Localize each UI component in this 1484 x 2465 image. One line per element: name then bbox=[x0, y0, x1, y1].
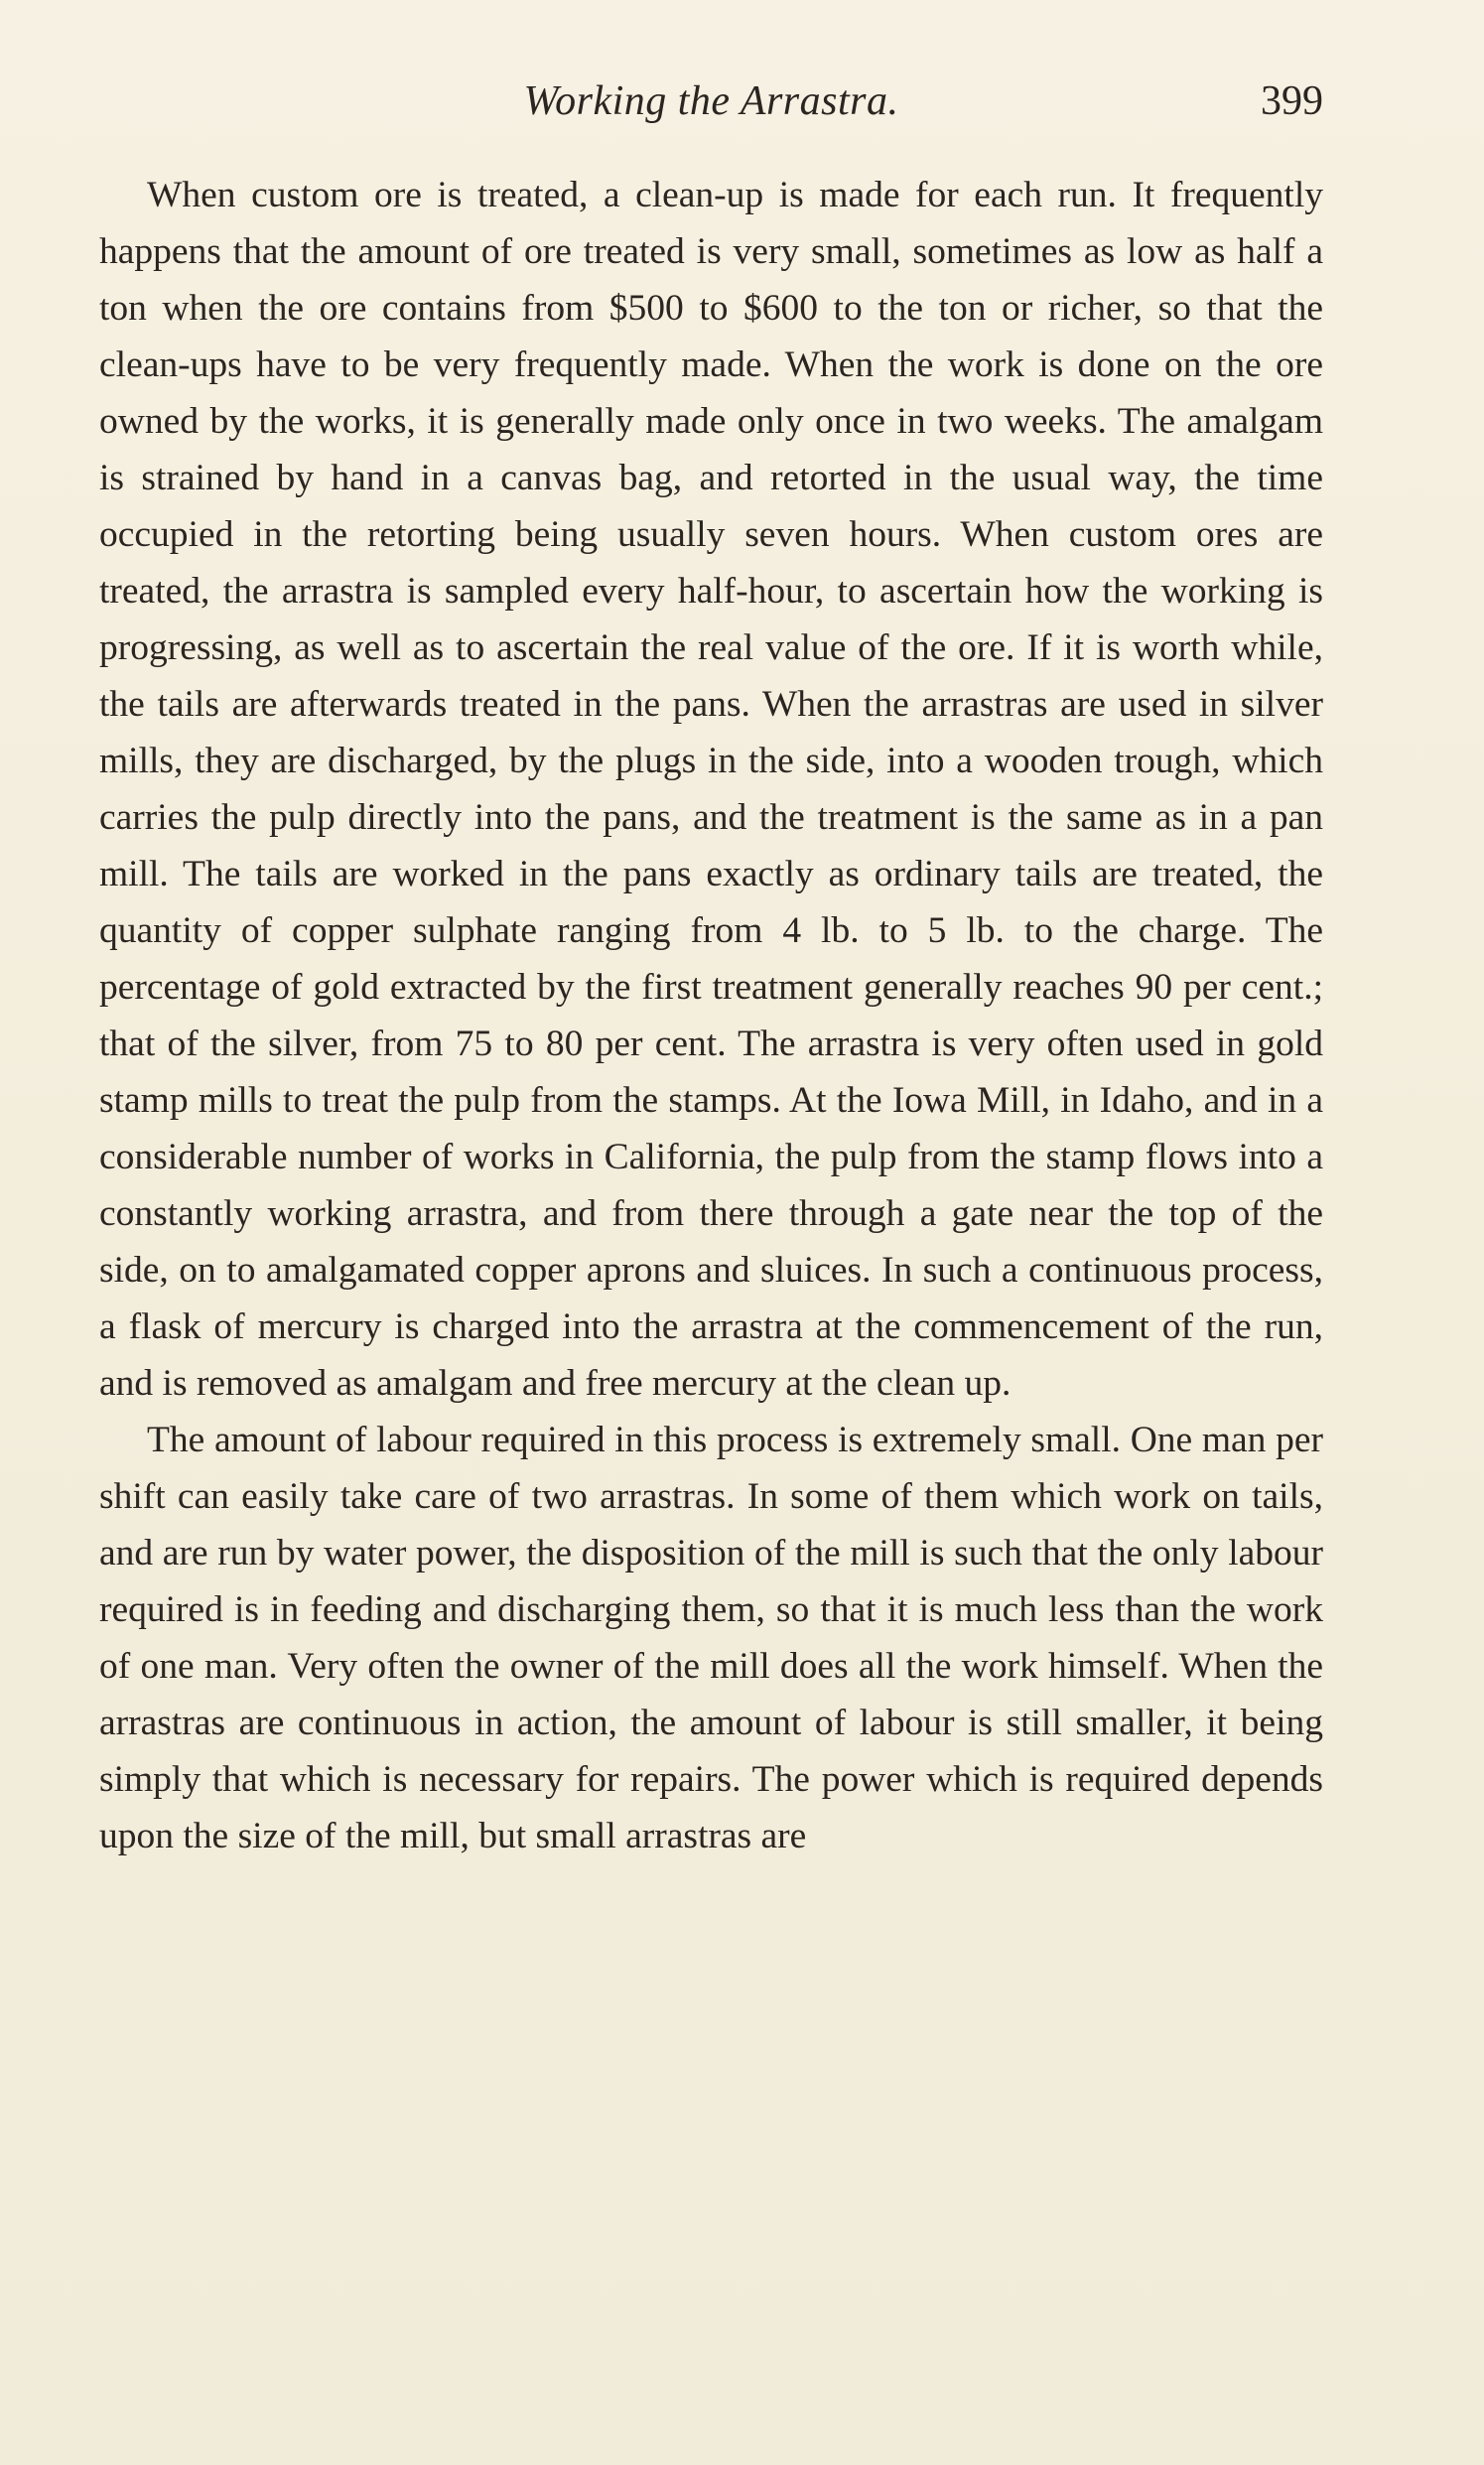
page-header bbox=[99, 77, 1323, 137]
page-number: 399 bbox=[1261, 78, 1323, 124]
body-text bbox=[99, 167, 1323, 1864]
paragraph-clean-up: When custom ore is treated, a clean-up is made for each run. It frequently happens that the amount of ore treated is very small, sometimes as low as half a ton when the ore contains from $500 to $600 to the ton or richer, so that the clean-ups have to be very frequently made. When the work is done on the ore owned by the works, it is generally made only once in two weeks. The amalgam is strained by hand in a canvas bag, and retorted in the usual way, the time occupied in the retorting being usually seven hours. When custom ores are treated, the arrastra is sampled every half-hour, to ascertain how the working is progressing, as well as to ascertain the real value of the ore. If it is worth while, the tails are afterwards treated in the pans. When the arrastras are used in silver mills, they are discharged, by the plugs in the side, into a wooden trough, which carries the pulp directly into the pans, and the treatment is the same as in a pan mill. The tails are worked in the pans exactly as ordinary tails are treated, the quantity of copper sulphate ranging from 4 lb. to 5 lb. to the charge. The percentage of gold extracted by the first treatment generally reaches 90 per cent.; that of the silver, from 75 to 80 per cent. The arrastra is very often used in gold stamp mills to treat the pulp from the stamps. At the Iowa Mill, in Idaho, and in a considerable number of works in California, the pulp from the stamp flows into a constantly working arrastra, and from there through a gate near the top of the side, on to amalgamated copper aprons and sluices. In such a continuous process, a flask of mercury is charged into the arrastra at the commencement of the run, and is removed as amalgam and free mercury at the clean up. bbox=[99, 175, 1323, 1404]
running-title: Working the Arrastra. bbox=[523, 78, 899, 124]
paragraph-labour: The amount of labour required in this process is extremely small. One man per shift can easily take care of two arrastras. In some of them which work on tails, and are run by water power, the disposition of the mill is such that the only labour required is in feeding and discharging them, so that it is much less than the work of one man. Very often the owner of the mill does all the work himself. When the arrastras are continuous in action, the amount of labour is still smaller, it being simply that which is necessary for repairs. The power which is required depends upon the size of the mill, but small arrastras are bbox=[99, 1420, 1323, 1856]
